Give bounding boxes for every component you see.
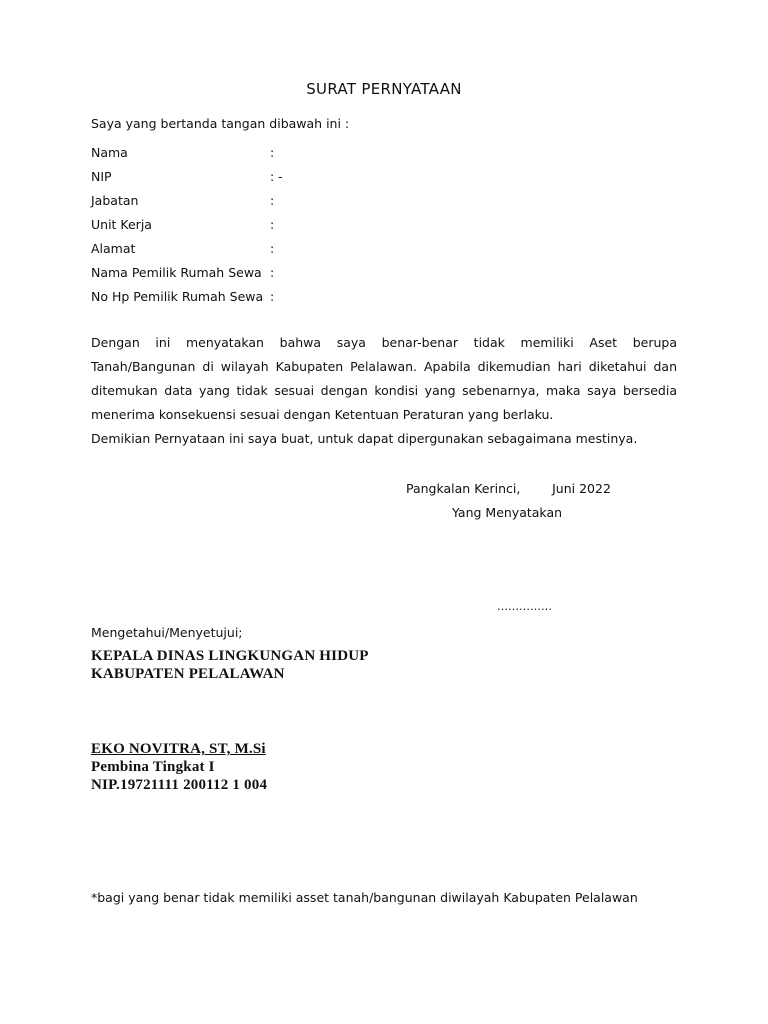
intro-text: Saya yang bertanda tangan dibawah ini : [91, 116, 350, 131]
official-rank: Pembina Tingkat I [91, 759, 215, 775]
field-value: : - [270, 169, 283, 184]
official-title-line1: KEPALA DINAS LINGKUNGAN HIDUP [91, 648, 369, 664]
signer-name-placeholder: …………… [497, 600, 552, 613]
field-label: Jabatan [91, 193, 139, 208]
field-value: : [270, 217, 275, 232]
field-label: No Hp Pemilik Rumah Sewa [91, 289, 264, 304]
field-label: Nama Pemilik Rumah Sewa [91, 265, 262, 280]
field-value: : [270, 193, 275, 208]
signer-label: Yang Menyatakan [452, 505, 563, 520]
footnote: *bagi yang benar tidak memiliki asset tanah/bangunan diwilayah Kabupaten Pelalawan [91, 890, 638, 905]
field-label: NIP [91, 169, 112, 184]
closing-paragraph: Demikian Pernyataan ini saya buat, untuk dapat dipergunakan sebagaimana mestinya. [91, 431, 638, 446]
official-nip: NIP.19721111 200112 1 004 [91, 777, 268, 793]
official-name: EKO NOVITRA, ST, M.Si [91, 741, 266, 757]
field-value: : [270, 145, 275, 160]
place-date: Pangkalan Kerinci, Juni 2022 [406, 481, 611, 496]
field-value: : [270, 289, 275, 304]
field-label: Alamat [91, 241, 136, 256]
document-title: SURAT PERNYATAAN [306, 80, 462, 98]
official-title-line2: KABUPATEN PELALAWAN [91, 666, 285, 682]
field-value: : [270, 241, 275, 256]
field-label: Unit Kerja [91, 217, 152, 232]
approval-label: Mengetahui/Menyetujui; [91, 625, 243, 640]
statement-paragraph: Dengan ini menyatakan bahwa saya benar-benar tidak memiliki Aset berupa Tanah/Bangunan di wilayah Kabupaten Pelalawan. Apabila dikemudian hari diketahui dan ditemukan data yang tidak sesuai dengan kondisi yang sebenarnya, maka saya bersedia menerima konsekuensi sesuai dengan Ketentuan Peraturan yang berlaku. [91, 335, 677, 422]
field-value: : [270, 265, 275, 280]
field-label: Nama [91, 145, 128, 160]
